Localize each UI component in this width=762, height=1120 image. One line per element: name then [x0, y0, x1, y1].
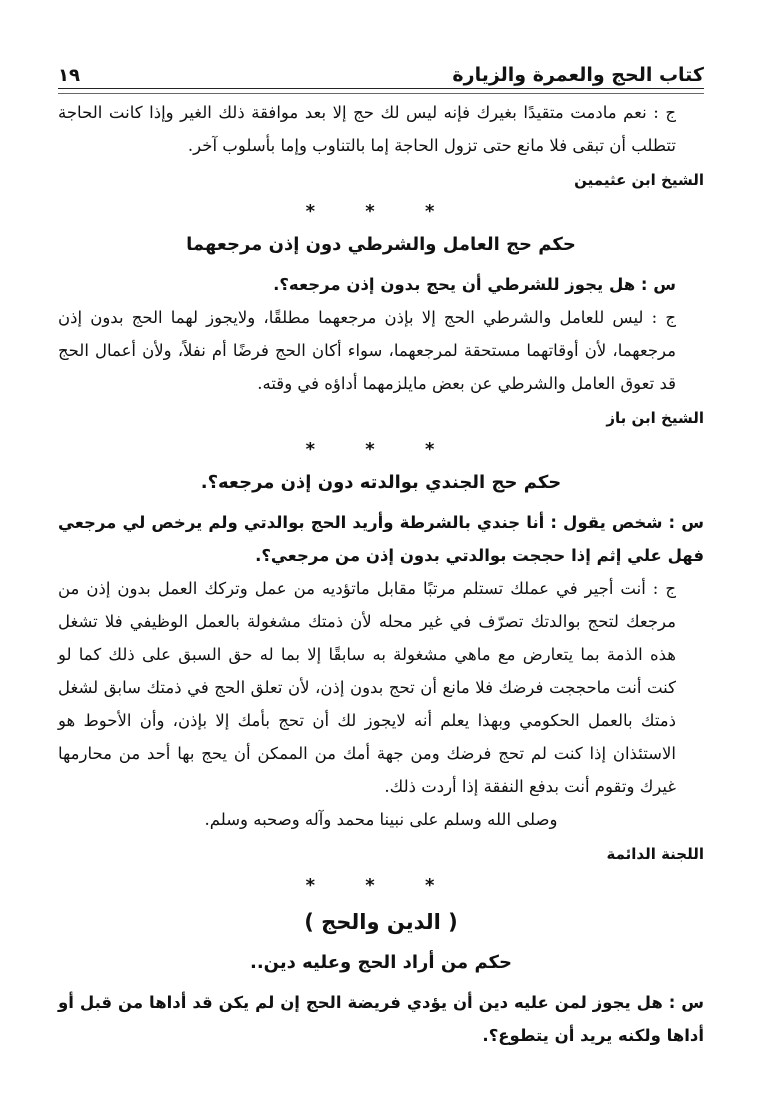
section-heading: حكم من أراد الحج وعليه دين..: [249, 952, 512, 973]
page-number: ١٩: [58, 65, 80, 86]
header-divider: [58, 88, 704, 94]
question-paragraph: س : هل يجوز للشرطي أن يحج بدون إذن مرجعه؟.: [273, 275, 676, 294]
answer-paragraph: ج : أنت أجير في عملك تستلم مرتبًا مقابل ماتؤديه من عمل وتركك العمل بدون إذن من مرجعك لتحج بوالدتك تصرّف في غير محله لأن ذمتك مشغولة بالعمل الوظيفي فلا تشغل هذه الذمة بما يتعارض مع ماهي مشغولة به سابقًا إلا بما له حق السبق على ذلك كما لو كنت أنت ماحججت فرضك فلا مانع أن تحج بدون إذن، لأن تعلق الحج في ذمتك سابق لشغل ذمتك بالعمل الحكومي وبهذا يعلم أنه لايجوز لك أن تحج بأمك إلا بإذن، وأن الأحوط هو الاستئذان إذا كنت لم تحج فرضك ومن جهة أمك من الممكن أن يحج بها أحد من محارمها غيرك وتقوم أنت بدفع النفقة إذا أردت ذلك.: [58, 579, 676, 796]
signature-ibn-uthaymeen: الشيخ ابن عثيمين: [574, 171, 704, 189]
question-paragraph: س : شخص يقول : أنا جندي بالشرطة وأريد الحج بوالدتي ولم يرخص لي مرجعي فهل علي إثم إذا حججت بوالدتي بدون إذن من مرجعي؟.: [58, 513, 704, 565]
section-heading: حكم حج العامل والشرطي دون إذن مرجعهما: [186, 234, 576, 255]
separator-stars: * * *: [305, 875, 457, 896]
signature-permanent-committee: اللجنة الدائمة: [606, 845, 704, 863]
closing-prayer: وصلى الله وسلم على نبينا محمد وآله وصحبه وسلم.: [204, 810, 558, 829]
answer-paragraph: ج : نعم مادمت متقيدًا بغيرك فإنه ليس لك حج إلا بعد موافقة ذلك الغير وإذا كانت الحاجة تتطلب أن تبقى فلا مانع حتى تزول الحاجة إما بالتناوب وإما بأسلوب آخر.: [58, 103, 676, 155]
separator-stars: * * *: [305, 201, 457, 222]
running-header: [58, 50, 704, 86]
answer-paragraph: ج : ليس للعامل والشرطي الحج إلا بإذن مرجعهما مطلقًا، ولايجوز لهما الحج بدون إذن مرجعهما، لأن أوقاتهما مستحقة لمرجعهما، سواء أكان الحج فرضًا أم نفلاً، ولأن أعمال الحج قد تعوق العامل والشرطي عن بعض مايلزمهما أداؤه في وقته.: [58, 308, 676, 393]
section-heading: حكم حج الجندي بوالدته دون إذن مرجعه؟.: [200, 472, 562, 493]
question-paragraph: س : هل يجوز لمن عليه دين أن يؤدي فريضة الحج إن لم يكن قد أداها من قبل أو أداها ولكنه يريد أن يتطوع؟.: [58, 993, 704, 1045]
book-title: كتاب الحج والعمرة والزيارة: [452, 64, 704, 86]
page-body: [58, 96, 704, 1052]
signature-ibn-baz: الشيخ ابن باز: [606, 409, 704, 427]
separator-stars: * * *: [305, 439, 457, 460]
chapter-title: ( الدين والحج ): [304, 910, 458, 934]
